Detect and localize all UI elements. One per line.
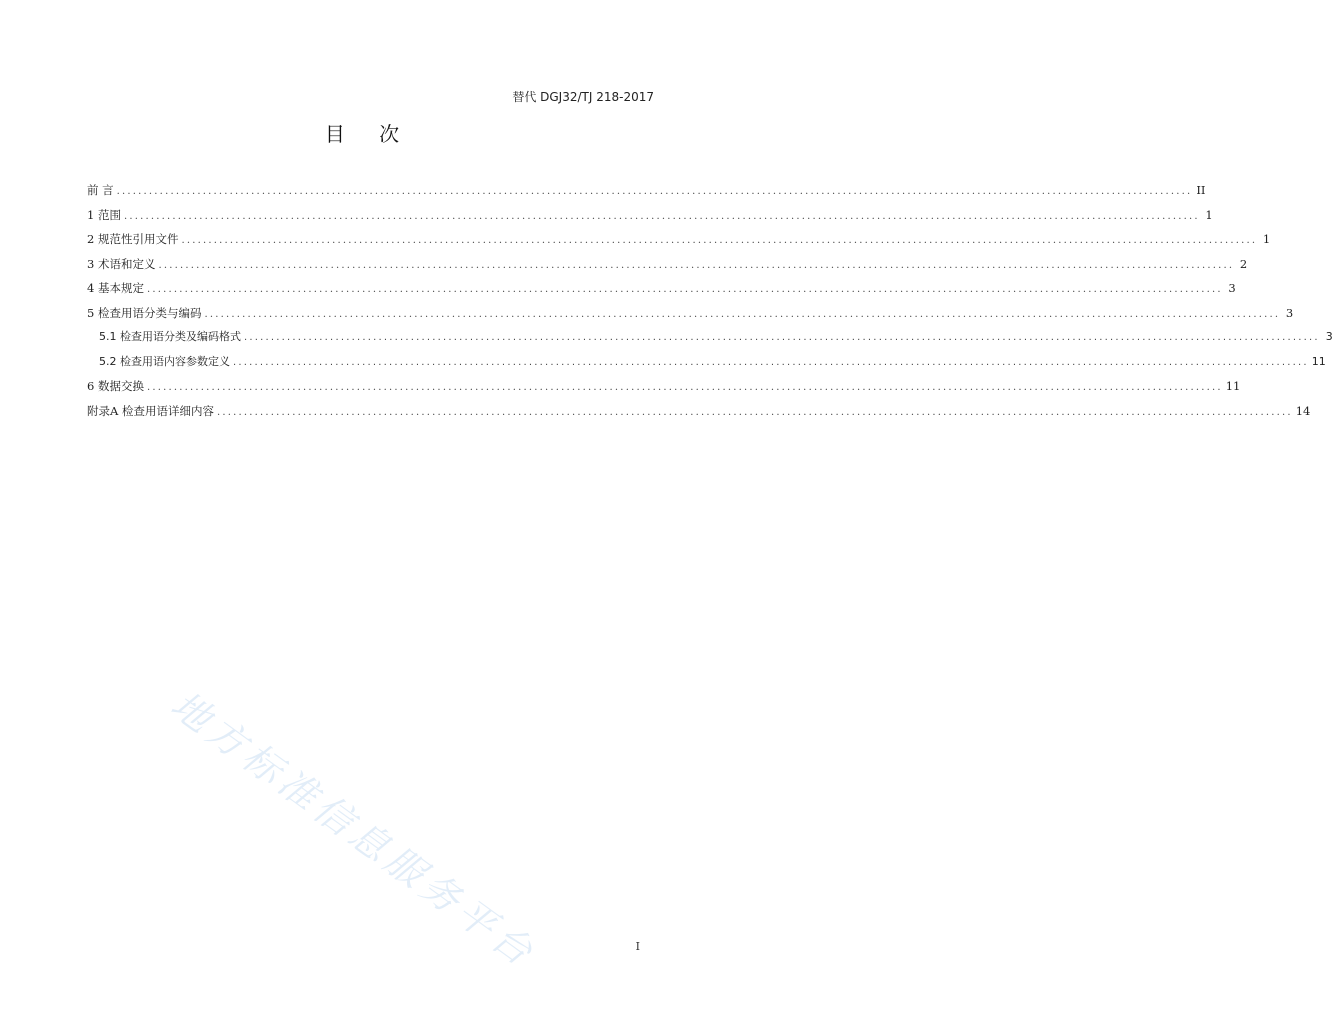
toc-entry-classification-format[interactable] — [87, 329, 1333, 354]
table-of-contents — [87, 182, 1333, 427]
toc-entry-label: 5.1 检查用语分类及编码格式 — [99, 330, 241, 343]
toc-entry-label: 5.2 检查用语内容参数定义 — [99, 354, 230, 368]
toc-entry-page: 14 — [1295, 403, 1311, 418]
toc-leader-dots: ........................................................................................................................................................................................................ — [233, 356, 1309, 368]
toc-entry-appendix-a[interactable] — [87, 403, 1311, 428]
toc-entry-label: 1 范围 — [87, 207, 121, 222]
toc-entry-page: II — [1196, 183, 1206, 197]
page-title: 目 次 — [324, 122, 414, 146]
toc-entry-label: 前 言 — [87, 183, 114, 197]
toc-leader-dots: ........................................................................................................................................................................................................ — [146, 382, 1223, 393]
toc-entry-page: 2 — [1239, 256, 1248, 271]
toc-entry-page: 11 — [1225, 379, 1241, 393]
toc-entry-label: 2 规范性引用文件 — [87, 232, 179, 246]
toc-leader-dots: ........................................................................................................................................................................................................ — [116, 186, 1193, 197]
toc-entry-foreword[interactable] — [87, 182, 1206, 207]
toc-entry-page: 3 — [1325, 330, 1333, 343]
toc-entry-label: 4 基本规定 — [87, 281, 144, 295]
toc-leader-dots: ........................................................................................................................................................................................................ — [146, 284, 1223, 295]
toc-leader-dots: ........................................................................................................................................................................................................ — [158, 259, 1235, 271]
toc-entry-normative-references[interactable] — [87, 231, 1271, 256]
toc-entry-label: 附录A 检查用语详细内容 — [87, 403, 214, 418]
toc-leader-dots: ........................................................................................................................................................................................................ — [216, 406, 1293, 418]
toc-entry-basic-rules[interactable] — [87, 280, 1236, 305]
toc-entry-terms[interactable] — [87, 256, 1248, 281]
watermark: 地方标准信息服务平台 — [163, 682, 545, 977]
toc-entry-page: 3 — [1285, 305, 1294, 320]
toc-leader-dots: ........................................................................................................................................................................................................ — [123, 210, 1200, 222]
toc-entry-page: 1 — [1262, 232, 1271, 246]
toc-leader-dots: ........................................................................................................................................................................................................ — [244, 332, 1320, 343]
toc-entry-data-exchange[interactable] — [87, 378, 1241, 403]
toc-entry-content-parameters[interactable] — [87, 354, 1326, 379]
toc-leader-dots: ........................................................................................................................................................................................................ — [204, 308, 1281, 320]
toc-entry-page: 11 — [1311, 354, 1326, 368]
toc-entry-scope[interactable] — [87, 207, 1213, 232]
toc-entry-label: 5 检查用语分类与编码 — [87, 305, 202, 320]
toc-leader-dots: ........................................................................................................................................................................................................ — [181, 235, 1258, 246]
page-number: I — [635, 940, 640, 953]
toc-entry-label: 3 术语和定义 — [87, 256, 156, 271]
standard-code: 替代 DGJ32/TJ 218-2017 — [512, 90, 654, 104]
toc-entry-classification[interactable] — [87, 305, 1294, 330]
toc-entry-page: 3 — [1228, 281, 1236, 295]
toc-entry-label: 6 数据交换 — [87, 379, 144, 393]
toc-entry-page: 1 — [1205, 207, 1213, 222]
